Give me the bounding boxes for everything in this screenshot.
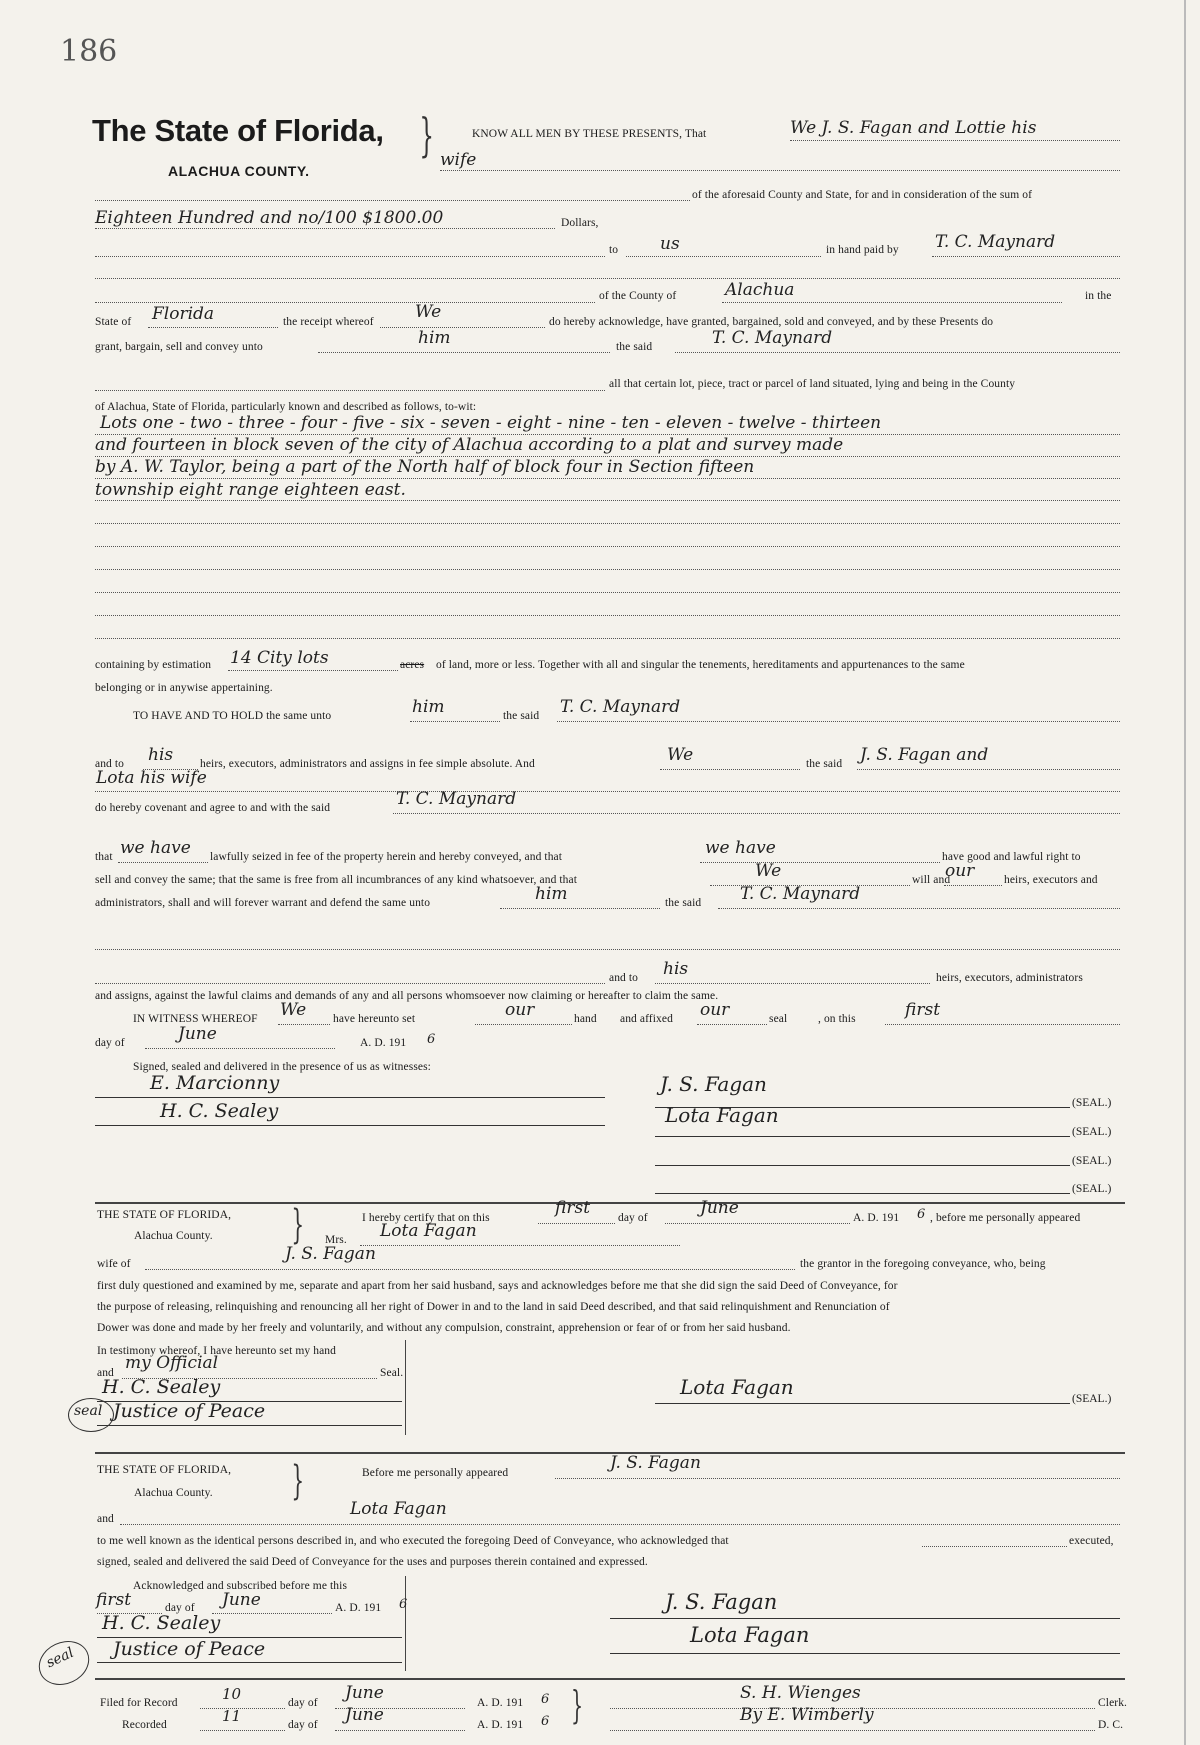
know-all-text: KNOW ALL MEN BY THESE PRESENTS, That xyxy=(472,128,707,140)
dollars-text: Dollars, xyxy=(561,217,599,229)
ack1-grantor: the grantor in the foregoing conveyance, who, being xyxy=(800,1258,1046,1270)
in-the-text: in the xyxy=(1085,290,1112,302)
ack1-p3: Dower was done and made by her freely and voluntarily, and without any compulsion, constraint, apprehension or fear of or from her said husband. xyxy=(97,1322,791,1334)
sum-hw: Eighteen Hundred and no/100 $1800.00 xyxy=(95,208,444,228)
desc-line-2: and fourteen in block seven of the city of Alachua according to a plat and survey made xyxy=(95,435,844,455)
ack1-testimony: In testimony whereof, I have hereunto set my hand xyxy=(97,1345,336,1357)
county-hw: Alachua xyxy=(725,280,795,300)
ack1-month-hw: June xyxy=(700,1198,739,1218)
recorded-text: Recorded xyxy=(122,1719,167,1731)
belonging-text: belonging or in anywise appertaining. xyxy=(95,682,273,694)
we-have-hw-2: we have xyxy=(705,838,776,858)
ack2-month-hw: June xyxy=(222,1590,261,1610)
filed-day-hw: 10 xyxy=(222,1685,242,1703)
assigns-text: and assigns, against the lawful claims and demands of any and all persons whomsoever now claiming or hereafter to claim the same. xyxy=(95,990,719,1002)
ack1-p2: the purpose of releasing, relinquishing and renouncing all her right of Dower in and to the land in said Deed described, and that said relinquishment and Renunciation of xyxy=(97,1301,890,1313)
sell-text: sell and convey the same; that the same is free from all incumbrances of any kind whatsoever, and that xyxy=(95,874,578,886)
clerk-text: Clerk. xyxy=(1098,1697,1128,1709)
header-brace: } xyxy=(419,108,434,162)
ack2-state: THE STATE OF FLORIDA, xyxy=(97,1464,232,1476)
desc-line-4: township eight range eighteen east. xyxy=(95,480,406,500)
and-to-text-2: and to xyxy=(609,972,639,984)
filing-brace: } xyxy=(571,1683,584,1727)
grantors2b-hw: Lota his wife xyxy=(96,768,207,788)
ack2-and: and xyxy=(97,1513,114,1525)
containing-text: containing by estimation xyxy=(95,659,212,671)
our-hw-3: our xyxy=(700,1000,730,1020)
grant-text: grant, bargain, sell and convey unto xyxy=(95,341,263,353)
filed-day-of: day of xyxy=(288,1697,318,1709)
filed-year-hw: 6 xyxy=(541,1692,550,1707)
sig1-hw: J. S. Fagan xyxy=(660,1072,767,1096)
in-hand-text: in hand paid by xyxy=(826,244,899,256)
seal-mark-4: (SEAL.) xyxy=(1072,1183,1112,1195)
seal-mark-1: (SEAL.) xyxy=(1072,1097,1112,1109)
ack1-certify: I hereby certify that on this xyxy=(362,1212,490,1224)
ack2-title-hw: Justice of Peace xyxy=(113,1638,266,1660)
ack2-brace: } xyxy=(291,1458,305,1504)
desc-line-3: by A. W. Taylor, being a part of the North half of block four in Section fifteen xyxy=(95,457,755,477)
dc-text: D. C. xyxy=(1098,1719,1124,1731)
state-hw: Florida xyxy=(152,304,215,324)
acres-text: acres xyxy=(400,659,425,671)
ack2-p1-hw: J. S. Fagan xyxy=(610,1453,701,1473)
of-land-text: of land, more or less. Together with all and singular the tenements, hereditaments and appurtenances to the same xyxy=(436,659,965,671)
him-hw-2: him xyxy=(412,697,445,717)
ack1-and: and xyxy=(97,1367,114,1379)
ack1-official-hw: my Official xyxy=(125,1353,219,1373)
rec-day-hw: 11 xyxy=(222,1707,242,1725)
ack1-ad: A. D. 191 xyxy=(853,1212,900,1224)
ack2-p2-hw: Lota Fagan xyxy=(350,1499,447,1519)
we-hw-3: We xyxy=(755,861,782,881)
grantee-hw: T. C. Maynard xyxy=(935,232,1056,252)
ack1-day-of: day of xyxy=(618,1212,648,1224)
to-text: to xyxy=(609,244,619,256)
day-of-text: day of xyxy=(95,1037,125,1049)
hand-text: hand xyxy=(574,1013,597,1025)
of-county-text: of the County of xyxy=(599,290,677,302)
ack2-sig2-hw: Lota Fagan xyxy=(690,1623,810,1647)
grantors-cont-hw: wife xyxy=(440,150,477,170)
our-hw: our xyxy=(945,861,975,881)
seal-mark-2: (SEAL.) xyxy=(1072,1126,1112,1138)
the-said-text-3: the said xyxy=(806,758,843,770)
ack1-seal-hw: seal xyxy=(74,1403,103,1419)
ack2-acknowledged: Acknowledged and subscribed before me this xyxy=(133,1580,348,1592)
month-hw: June xyxy=(178,1024,217,1044)
rec-day-of: day of xyxy=(288,1719,318,1731)
covenant-text: do hereby covenant and agree to and with the said xyxy=(95,802,331,814)
his-hw: his xyxy=(148,745,174,765)
grantee-hw-5: T. C. Maynard xyxy=(740,884,861,904)
rec-year-hw: 6 xyxy=(541,1714,550,1729)
desc-line-1: Lots one - two - three - four - five - six - seven - eight - nine - ten - eleven - twelve - thirteen xyxy=(100,413,882,433)
ack2-sig1-hw: J. S. Fagan xyxy=(665,1590,778,1614)
ack2-seal-hw: seal xyxy=(43,1644,77,1672)
ack1-husband-hw: J. S. Fagan xyxy=(285,1244,376,1264)
ack1-year-hw: 6 xyxy=(917,1207,926,1222)
to-have-text: TO HAVE AND TO HOLD the same unto xyxy=(133,710,332,722)
ad-text: A. D. 191 xyxy=(360,1037,407,1049)
ack1-mrs-hw: Lota Fagan xyxy=(380,1221,477,1241)
estimation-hw: 14 City lots xyxy=(230,648,329,668)
we-hw: We xyxy=(415,302,442,322)
witness1-hw: E. Marcionny xyxy=(150,1072,280,1094)
rec-ad: A. D. 191 xyxy=(477,1719,524,1731)
ack2-executed: executed, xyxy=(1069,1535,1114,1547)
filed-text: Filed for Record xyxy=(100,1697,178,1709)
to-us-hw: us xyxy=(660,234,680,254)
county-title: ALACHUA COUNTY. xyxy=(168,163,310,179)
ack1-state: THE STATE OF FLORIDA, xyxy=(97,1209,232,1221)
we-hw-4: We xyxy=(280,1000,307,1020)
him-hw: him xyxy=(418,328,451,348)
aforesaid-text: of the aforesaid County and State, for and in consideration of the sum of xyxy=(692,189,1033,201)
ack1-seal: Seal. xyxy=(380,1367,404,1379)
grantee-hw-2: T. C. Maynard xyxy=(712,328,833,348)
ack1-seal-mark: (SEAL.) xyxy=(1072,1393,1112,1405)
seal-text: seal xyxy=(769,1013,788,1025)
witness2-hw: H. C. Sealey xyxy=(160,1100,279,1122)
state-title: The State of Florida, xyxy=(92,113,384,148)
ack2-before: Before me personally appeared xyxy=(362,1467,509,1479)
ack1-officer-hw: H. C. Sealey xyxy=(102,1376,221,1398)
grantee-hw-3: T. C. Maynard xyxy=(560,697,681,717)
ack1-sig-hw: Lota Fagan xyxy=(680,1375,794,1399)
filed-month-hw: June xyxy=(345,1683,384,1703)
ack1-day-hw: first xyxy=(555,1198,591,1218)
ack2-known: to me well known as the identical persons described in, and who executed the foregoing Deed of Conveyance, who acknowledged that xyxy=(97,1535,729,1547)
ack1-title-hw: Justice of Peace xyxy=(113,1400,266,1422)
of-alachua-text: of Alachua, State of Florida, particularly known and described as follows, to-wit: xyxy=(95,401,477,413)
ack2-officer-hw: H. C. Sealey xyxy=(102,1612,221,1634)
filed-ad: A. D. 191 xyxy=(477,1697,524,1709)
ack1-wife-of: wife of xyxy=(97,1258,131,1270)
ack1-p1: first duly questioned and examined by me, separate and apart from her said husband, says and acknowledges before me that she did sign the said Deed of Conveyance, for xyxy=(97,1280,898,1292)
ack2-day-of: day of xyxy=(165,1602,195,1614)
have-hereunto-text: have hereunto set xyxy=(333,1013,416,1025)
receipt-text: the receipt whereof xyxy=(283,316,374,328)
ack1-mrs: Mrs. xyxy=(325,1234,347,1246)
good-right-text: have good and lawful right to xyxy=(942,851,1081,863)
ack1-county: Alachua County. xyxy=(134,1230,213,1242)
ack2-signed: signed, sealed and delivered the said Deed of Conveyance for the uses and purposes therein contained and expressed. xyxy=(97,1556,648,1568)
ack1-brace: } xyxy=(291,1202,305,1248)
we-hw-2: We xyxy=(667,745,694,765)
heirs-exec2-text: heirs, executors, administrators xyxy=(936,972,1083,984)
page-number: 186 xyxy=(60,34,118,69)
rec-month-hw: June xyxy=(345,1705,384,1725)
him-hw-3: him xyxy=(535,884,568,904)
grantors2-hw: J. S. Fagan and xyxy=(860,745,989,765)
and-to-text: and to xyxy=(95,758,125,770)
ack1-before: , before me personally appeared xyxy=(930,1212,1081,1224)
state-of-text: State of xyxy=(95,316,132,328)
dc-hw: By E. Wimberly xyxy=(740,1705,874,1725)
signed-text: Signed, sealed and delivered in the presence of us as witnesses: xyxy=(133,1061,431,1073)
all-that-text: all that certain lot, piece, tract or parcel of land situated, lying and being in the County xyxy=(609,378,1016,390)
grantors-hw: We J. S. Fagan and Lottie his xyxy=(790,118,1037,138)
ack2-ad: A. D. 191 xyxy=(335,1602,382,1614)
that-text: that xyxy=(95,851,113,863)
the-said-text-2: the said xyxy=(503,710,540,722)
we-have-hw: we have xyxy=(120,838,191,858)
seal-mark-3: (SEAL.) xyxy=(1072,1155,1112,1167)
grantee-hw-4: T. C. Maynard xyxy=(396,789,517,809)
affixed-text: and affixed xyxy=(620,1013,673,1025)
will-and-text: will and xyxy=(912,874,951,886)
ack2-day-hw: first xyxy=(96,1590,132,1610)
our-hw-2: our xyxy=(505,1000,535,1020)
clerk-hw: S. H. Wienges xyxy=(740,1683,861,1703)
the-said-text-4: the said xyxy=(665,897,702,909)
the-said-text: the said xyxy=(616,341,653,353)
his-hw-2: his xyxy=(663,959,689,979)
sig2-hw: Lota Fagan xyxy=(665,1103,779,1127)
heirs-text: heirs, executors, administrators and assigns in fee simple absolute. And xyxy=(200,758,535,770)
page-edge xyxy=(1184,0,1186,1745)
ack2-county: Alachua County. xyxy=(134,1487,213,1499)
year-hw: 6 xyxy=(427,1032,436,1047)
heirs-exec-text: heirs, executors and xyxy=(1004,874,1098,886)
admins-text: administrators, shall and will forever warrant and defend the same unto xyxy=(95,897,431,909)
on-this-text: , on this xyxy=(818,1013,856,1025)
witness-text: IN WITNESS WHEREOF xyxy=(133,1013,258,1025)
ack2-year-hw: 6 xyxy=(399,1597,408,1612)
acknowledge-text: do hereby acknowledge, have granted, bargained, sold and conveyed, and by these Presents do xyxy=(549,316,994,328)
seized-text: lawfully seized in fee of the property herein and hereby conveyed, and that xyxy=(210,851,563,863)
day-hw: first xyxy=(905,1000,941,1020)
